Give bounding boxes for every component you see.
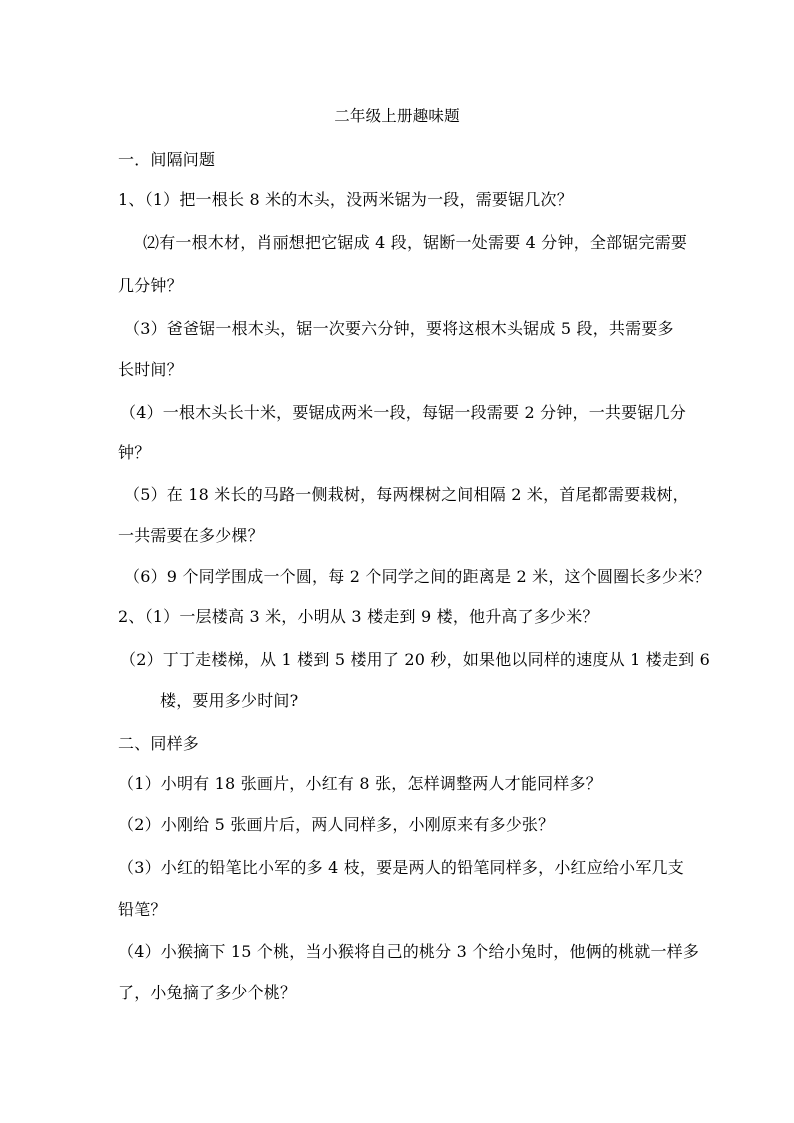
- section-heading-equal: 二、同样多: [118, 734, 200, 753]
- equal-question-3-line2: 铅笔？: [118, 900, 167, 919]
- equal-question-4-line2: 了，小兔摘了多少个桃？: [118, 983, 297, 1002]
- page-title: 二年级上册趣味题: [334, 107, 460, 125]
- equal-question-4-line1: （4）小猴摘下 15 个桃，当小猴将自己的桃分 3 个给小兔时，他俩的桃就一样多: [118, 942, 700, 961]
- question-2-2-line1: （2）丁丁走楼梯，从 1 楼到 5 楼用了 20 秒，如果他以同样的速度从 1 楼走到 6: [120, 650, 711, 669]
- question-1-1: 1、（1）把一根长 8 米的木头，没两米锯为一段，需要锯几次？: [118, 190, 573, 209]
- question-1-4-line1: （4）一根木头长十米，要锯成两米一段，每锯一段需要 2 分钟，一共要锯几分: [120, 403, 686, 422]
- question-2-2-line2: 楼，要用多少时间?: [160, 691, 299, 710]
- equal-question-3-line1: （3）小红的铅笔比小军的多 4 枝，要是两人的铅笔同样多，小红应给小军几支: [118, 858, 684, 877]
- question-2-1: 2、（1）一层楼高 3 米，小明从 3 楼走到 9 楼，他升高了多少米？: [118, 607, 599, 626]
- equal-question-2: （2）小刚给 5 张画片后，两人同样多，小刚原来有多少张？: [118, 815, 555, 834]
- question-1-4-line2: 钟？: [118, 443, 151, 462]
- equal-question-1: （1）小明有 18 张画片，小红有 8 张，怎样调整两人才能同样多？: [118, 774, 602, 793]
- question-1-5-line2: 一共需要在多少棵？: [118, 526, 264, 545]
- question-1-3-line1: （3）爸爸锯一根木头，锯一次要六分钟，要将这根木头锯成 5 段，共需要多: [124, 319, 674, 338]
- question-1-3-line2: 长时间？: [118, 360, 183, 379]
- question-1-2-line1: ⑵有一根木材，肖丽想把它锯成 4 段，锯断一处需要 4 分钟，全部锯完需要: [143, 233, 688, 252]
- section-heading-interval: 一．间隔问题: [118, 150, 216, 169]
- question-1-5-line1: （5）在 18 米长的马路一侧栽树，每两棵树之间相隔 2 米，首尾都需要栽树，: [124, 485, 689, 504]
- question-1-6: （6）9 个同学围成一个圆，每 2 个同学之间的距离是 2 米，这个圆圈长多少米？: [124, 567, 711, 586]
- question-1-2-line2: 几分钟？: [118, 276, 183, 295]
